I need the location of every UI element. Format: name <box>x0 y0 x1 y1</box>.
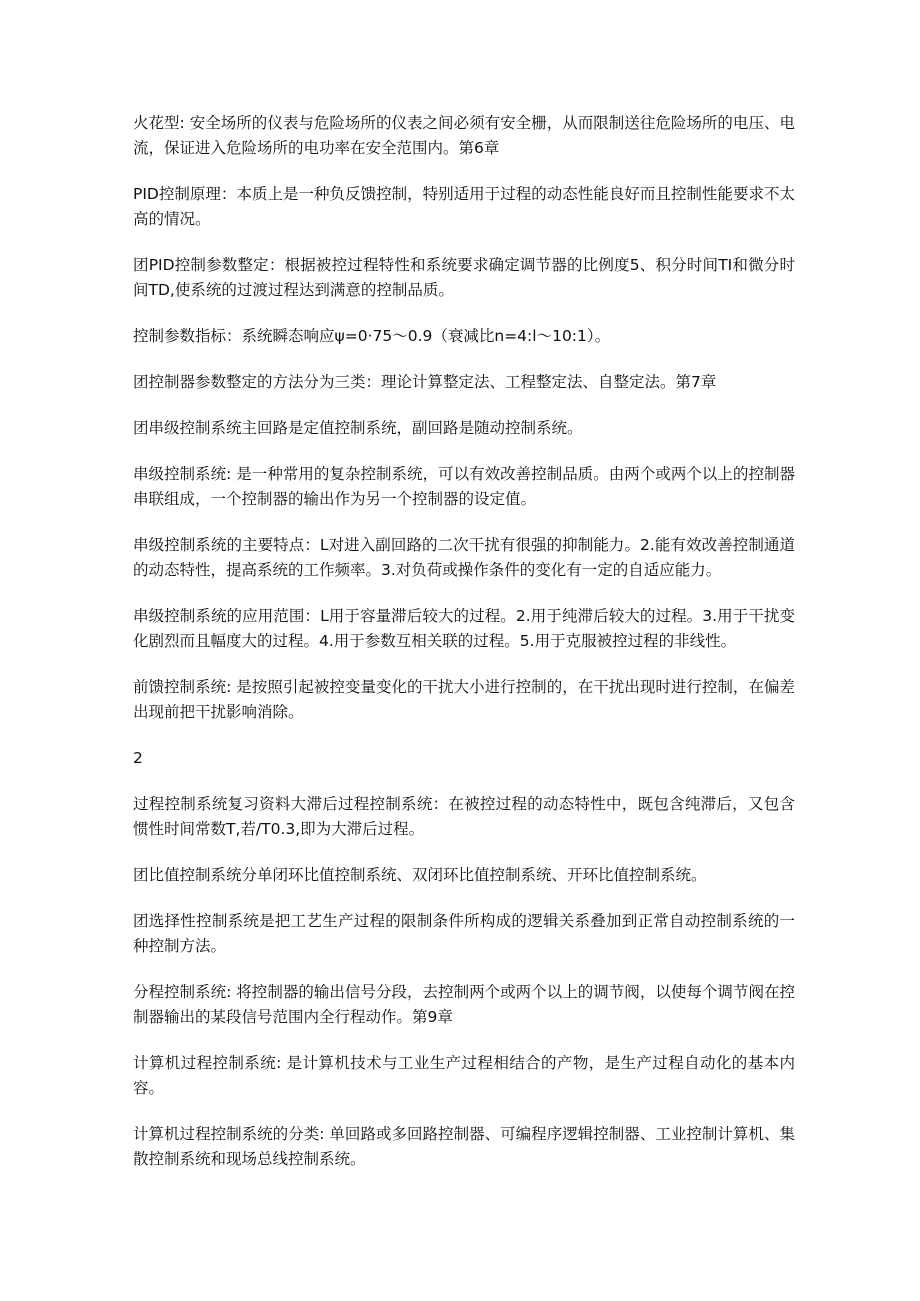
paragraph-tuning-methods: 团控制器参数整定的方法分为三类：理论计算整定法、工程整定法、自整定法。第7章 <box>133 373 717 391</box>
paragraph-large-delay: 过程控制系统复习资料大滞后过程控制系统：在被控过程的动态特性中，既包含纯滞后，又包含惯性时间常数T,若/T0.3,即为大滞后过程。 <box>133 795 795 838</box>
paragraph-selective-control: 团选择性控制系统是把工艺生产过程的限制条件所构成的逻辑关系叠加到正常自动控制系统的一种控制方法。 <box>133 912 795 955</box>
paragraph-computer-control-types: 计算机过程控制系统的分类: 单回路或多回路控制器、可编程序逻辑控制器、工业控制计算机、集散控制系统和现场总线控制系统。 <box>133 1125 795 1168</box>
paragraph-cascade-loops: 团串级控制系统主回路是定值控制系统，副回路是随动控制系统。 <box>133 419 583 437</box>
paragraph-cascade-definition: 串级控制系统: 是一种常用的复杂控制系统，可以有效改善控制品质。由两个或两个以上的控制器串联组成，一个控制器的输出作为另一个控制器的设定值。 <box>133 465 795 508</box>
paragraph-pid-tuning: 团PID控制参数整定：根据被控过程特性和系统要求确定调节器的比例度5、积分时间TI和微分时间TD,使系统的过渡过程达到满意的控制品质。 <box>133 256 795 299</box>
page-number: 2 <box>133 749 143 767</box>
paragraph-split-range: 分程控制系统: 将控制器的输出信号分段，去控制两个或两个以上的调节阀，以使每个调节阀在控制器输出的某段信号范围内全行程动作。第9章 <box>133 983 795 1026</box>
paragraph-ratio-control: 团比值控制系统分单闭环比值控制系统、双闭环比值控制系统、开环比值控制系统。 <box>133 866 707 884</box>
paragraph-cascade-applications: 串级控制系统的应用范围：L用于容量滞后较大的过程。2.用于纯滞后较大的过程。3.用于干扰变化剧烈而且幅度大的过程。4.用于参数互相关联的过程。5.用于克服被控过程的非线性。 <box>133 607 795 650</box>
paragraph-cascade-features: 串级控制系统的主要特点：L对进入副回路的二次干扰有很强的抑制能力。2.能有效改善控制通道的动态特性，提高系统的工作频率。3.对负荷或操作条件的变化有一定的自适应能力。 <box>133 536 795 579</box>
paragraph-pid-principle: PID控制原理：本质上是一种负反馈控制，特别适用于过程的动态性能良好而且控制性能要求不太高的情况。 <box>133 185 795 228</box>
paragraph-spark-type: 火花型: 安全场所的仪表与危险场所的仪表之间必须有安全栅，从而限制送往危险场所的电压、电流，保证进入危险场所的电功率在安全范围内。第6章 <box>133 114 795 157</box>
paragraph-feedforward: 前馈控制系统: 是按照引起被控变量变化的干扰大小进行控制的，在干扰出现时进行控制，在偏差出现前把干扰影响消除。 <box>133 678 795 721</box>
document-body <box>133 111 795 1193</box>
paragraph-computer-control: 计算机过程控制系统: 是计算机技术与工业生产过程相结合的产物，是生产过程自动化的基本内容。 <box>133 1054 795 1097</box>
paragraph-control-index: 控制参数指标：系统瞬态响应ψ=0·75～0.9（衰减比n=4:l～10:1）。 <box>133 327 611 345</box>
